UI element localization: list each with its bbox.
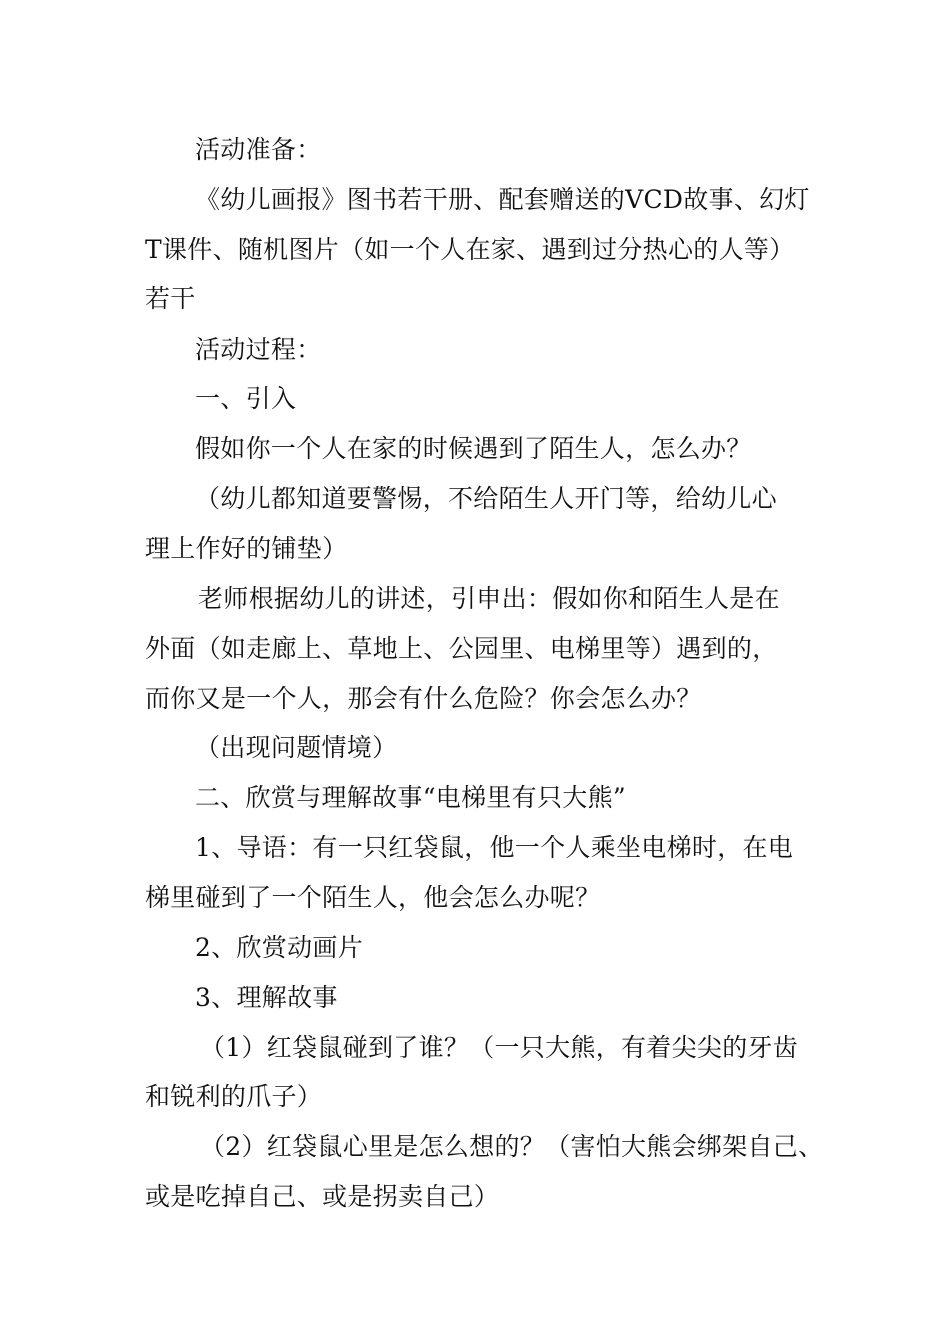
list-item: 2、欣赏动画片	[195, 933, 364, 962]
paragraph-line: （出现问题情境）	[195, 733, 398, 762]
paragraph-line: 假如你一个人在家的时候遇到了陌生人，怎么办？	[195, 434, 752, 463]
paragraph-line: 1、导语：有一只红袋鼠，他一个人乘坐电梯时，在电	[195, 833, 794, 862]
paragraph-line: T课件、随机图片（如一个人在家、遇到过分热心的人等）	[145, 235, 795, 264]
paragraph-line: （2）红袋鼠心里是怎么想的？（害怕大熊会绑架自己、	[200, 1132, 824, 1161]
heading-activity-preparation: 活动准备：	[195, 135, 322, 164]
paragraph-line: 理上作好的铺垫）	[145, 534, 348, 563]
paragraph-line: （幼儿都知道要警惕，不给陌生人开门等，给幼儿心	[195, 484, 777, 513]
section-heading-intro: 一、引入	[195, 384, 297, 413]
paragraph-line: 而你又是一个人，那会有什么危险？你会怎么办？	[145, 684, 702, 713]
paragraph-line: 老师根据幼儿的讲述，引申出：假如你和陌生人是在	[198, 584, 780, 613]
paragraph-line: 若干	[145, 284, 196, 313]
paragraph-line: 外面（如走廊上、草地上、公园里、电梯里等）遇到的，	[145, 634, 778, 663]
paragraph-line: 梯里碰到了一个陌生人，他会怎么办呢？	[145, 883, 601, 912]
paragraph-line: 和锐利的爪子）	[145, 1082, 323, 1111]
paragraph-line: 《幼儿画报》图书若干册、配套赠送的VCD故事、幻灯	[195, 185, 810, 214]
paragraph-line: 或是吃掉自己、或是拐卖自己）	[145, 1182, 500, 1211]
heading-activity-process: 活动过程：	[195, 335, 322, 364]
section-heading-story: 二、欣赏与理解故事“电梯里有只大熊”	[195, 783, 626, 812]
list-item: 3、理解故事	[195, 983, 338, 1012]
paragraph-line: （1）红袋鼠碰到了谁？（一只大熊，有着尖尖的牙齿	[200, 1033, 799, 1062]
